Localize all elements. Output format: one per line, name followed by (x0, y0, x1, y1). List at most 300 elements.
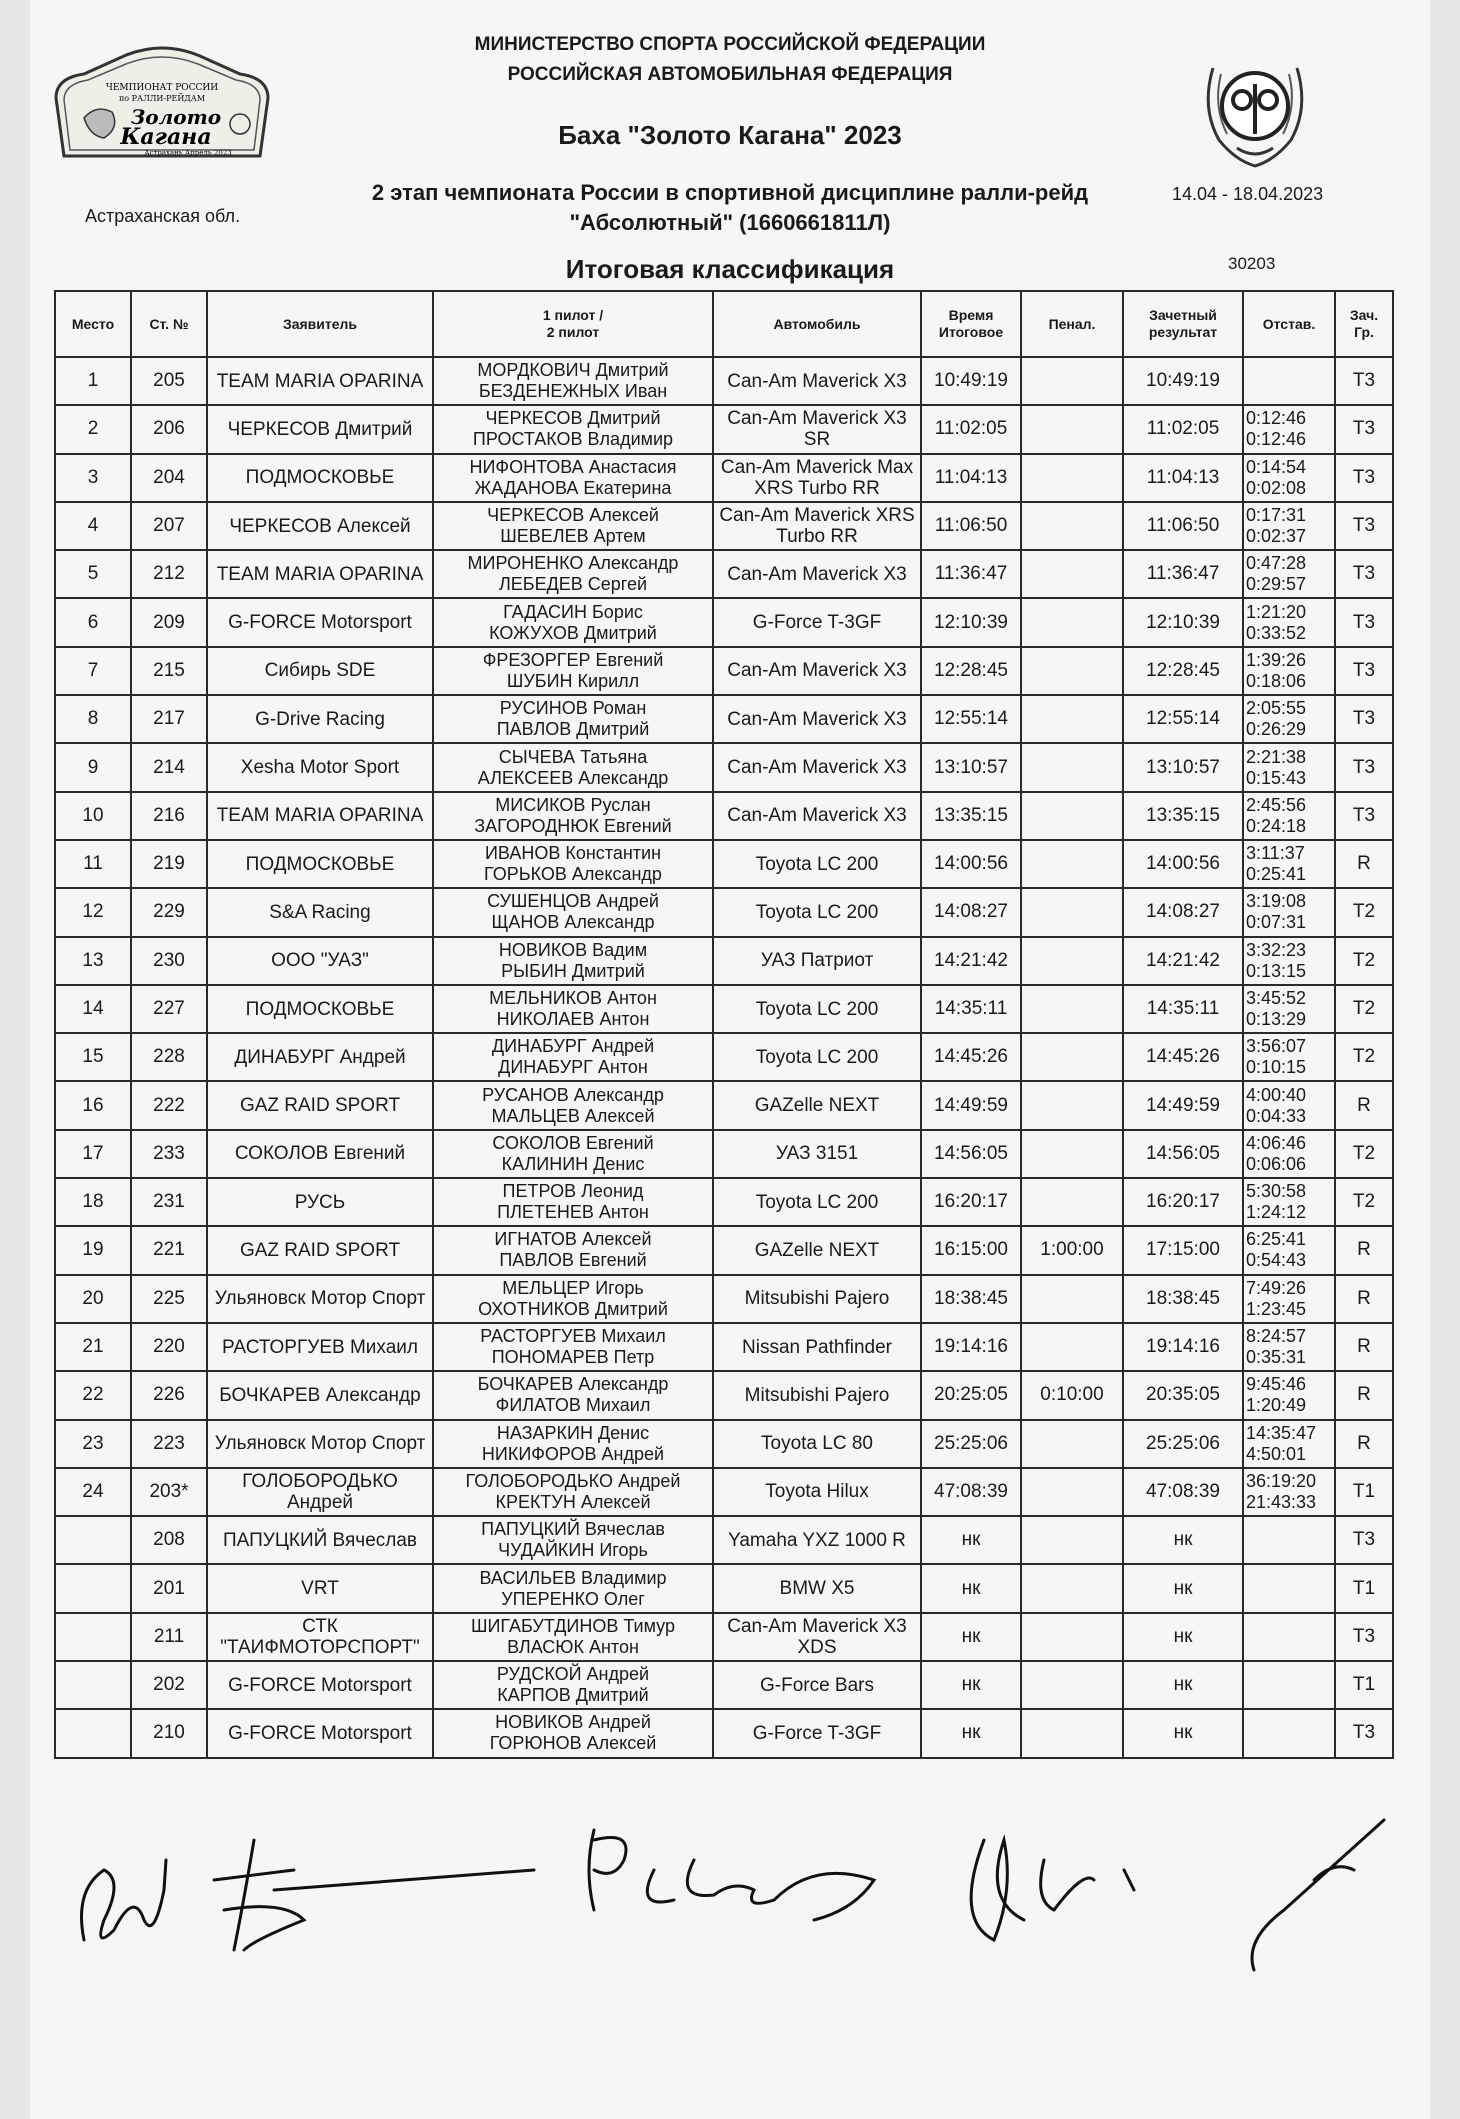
cell-time: нк (921, 1709, 1021, 1757)
cell-group: Т2 (1335, 937, 1393, 985)
cell-pilot-1: ГАДАСИН Борис (503, 601, 643, 622)
cell-place: 2 (55, 405, 131, 453)
cell-gap (1243, 840, 1335, 888)
cell-place: 15 (55, 1033, 131, 1081)
cell-penalty (1021, 1178, 1123, 1226)
cell-car: Can-Am Maverick X3 (713, 792, 921, 840)
cell-place: 5 (55, 550, 131, 598)
cell-start-number: 222 (131, 1081, 207, 1129)
cell-penalty (1021, 792, 1123, 840)
cell-gap-2: 0:29:57 (1246, 574, 1307, 595)
cell-start-number: 201 (131, 1564, 207, 1612)
cell-gap-2: 21:43:33 (1246, 1491, 1317, 1512)
cell-pilot-2: КОЖУХОВ Дмитрий (489, 622, 657, 643)
cell-entrant: TEAM MARIA OPARINA (207, 550, 433, 598)
cell-place: 20 (55, 1275, 131, 1323)
cell-start-number: 220 (131, 1323, 207, 1371)
cell-entrant: РАСТОРГУЕВ Михаил (207, 1323, 433, 1371)
cell-gap-1: 6:25:41 (1246, 1229, 1307, 1250)
cell-entrant: СТК "ТАИФМОТОРСПОРТ" (207, 1613, 433, 1661)
cell-pilot (433, 1275, 713, 1323)
cell-time: 11:04:13 (921, 454, 1021, 502)
col-entrant: Заявитель (207, 291, 433, 357)
table-row (55, 550, 1393, 598)
cell-place: 13 (55, 937, 131, 985)
cell-time: 19:14:16 (921, 1323, 1021, 1371)
cell-car: G-Force Bars (713, 1661, 921, 1709)
cell-penalty: 0:10:00 (1021, 1371, 1123, 1419)
cell-group: Т3 (1335, 743, 1393, 791)
cell-entrant: Сибирь SDE (207, 647, 433, 695)
cell-car: GAZelle NEXT (713, 1226, 921, 1274)
cell-entrant: Xesha Motor Sport (207, 743, 433, 791)
cell-gap (1243, 1178, 1335, 1226)
cell-time: 14:35:11 (921, 985, 1021, 1033)
cell-result: нк (1123, 1613, 1243, 1661)
cell-pilot (433, 695, 713, 743)
signature-4 (971, 1840, 1134, 1940)
col-time-line2: Итоговое (938, 324, 1004, 340)
col-car: Автомобиль (713, 291, 921, 357)
col-result-line2: результат (1148, 324, 1218, 340)
table-row (55, 985, 1393, 1033)
cell-time: 11:06:50 (921, 502, 1021, 550)
cell-gap (1243, 888, 1335, 936)
cell-penalty (1021, 840, 1123, 888)
cell-gap-1: 7:49:26 (1246, 1277, 1307, 1298)
cell-penalty (1021, 1468, 1123, 1516)
cell-gap-1: 36:19:20 (1246, 1470, 1317, 1491)
col-group-line1: Зач. (1349, 307, 1379, 323)
cell-start-number: 215 (131, 647, 207, 695)
cell-pilot-2: ПОНОМАРЕВ Петр (491, 1347, 655, 1368)
cell-gap (1243, 454, 1335, 502)
cell-time: 12:10:39 (921, 598, 1021, 646)
cell-gap (1243, 1323, 1335, 1371)
cell-penalty (1021, 1033, 1123, 1081)
cell-gap-2: 0:02:37 (1246, 526, 1307, 547)
logo-line1: ЧЕМПИОНАТ РОССИИ (105, 83, 219, 93)
cell-result: 19:14:16 (1123, 1323, 1243, 1371)
cell-group: Т3 (1335, 792, 1393, 840)
cell-group: Т3 (1335, 647, 1393, 695)
cell-start-number: 233 (131, 1130, 207, 1178)
col-pilots-line2: 2 пилот (546, 324, 600, 340)
cell-group: Т2 (1335, 1178, 1393, 1226)
cell-car: Toyota LC 200 (713, 840, 921, 888)
table-row (55, 695, 1393, 743)
table-row (55, 598, 1393, 646)
cell-gap-1: 0:47:28 (1246, 553, 1307, 574)
cell-penalty (1021, 598, 1123, 646)
col-gap: Отстав. (1243, 291, 1335, 357)
cell-entrant: TEAM MARIA OPARINA (207, 357, 433, 405)
cell-car: Toyota LC 200 (713, 1033, 921, 1081)
cell-entrant: СОКОЛОВ Евгений (207, 1130, 433, 1178)
cell-pilot-1: ПАПУЦКИЙ Вячеслав (481, 1519, 665, 1540)
cell-pilot-2: ОХОТНИКОВ Дмитрий (478, 1298, 668, 1319)
cell-result: 14:35:11 (1123, 985, 1243, 1033)
cell-pilot (433, 357, 713, 405)
cell-result: 14:49:59 (1123, 1081, 1243, 1129)
table-row (55, 1371, 1393, 1419)
cell-start-number: 230 (131, 937, 207, 985)
cell-pilot-1: МЕЛЬНИКОВ Антон (489, 988, 657, 1008)
cell-group: R (1335, 840, 1393, 888)
cell-gap-1: 5:30:58 (1246, 1181, 1307, 1202)
cell-gap (1243, 792, 1335, 840)
cell-group: Т1 (1335, 1468, 1393, 1516)
cell-pilot (433, 1613, 713, 1661)
cell-pilot-2: ГОРЬКОВ Александр (484, 864, 662, 885)
cell-place: 12 (55, 888, 131, 936)
table-row (55, 1468, 1393, 1516)
cell-gap (1243, 1081, 1335, 1129)
cell-time: 20:25:05 (921, 1371, 1021, 1419)
table-row (55, 1516, 1393, 1564)
cell-start-number: 203* (131, 1468, 207, 1516)
cell-result: 12:28:45 (1123, 647, 1243, 695)
table-row (55, 792, 1393, 840)
cell-pilot-1: БОЧКАРЕВ Александр (477, 1374, 669, 1395)
cell-entrant: GAZ RAID SPORT (207, 1081, 433, 1129)
cell-pilot-2: ЛЕБЕДЕВ Сергей (498, 574, 648, 595)
logo-name2: Кагана (120, 124, 212, 150)
cell-pilot (433, 1371, 713, 1419)
cell-penalty (1021, 1564, 1123, 1612)
cell-gap-1: 4:06:46 (1246, 1132, 1307, 1153)
cell-pilot-2: ВЛАСЮК Антон (507, 1636, 639, 1657)
cell-penalty (1021, 1516, 1123, 1564)
cell-pilot-2: МАЛЬЦЕВ Алексей (491, 1105, 655, 1126)
cell-penalty (1021, 1420, 1123, 1468)
cell-group: Т1 (1335, 1661, 1393, 1709)
cell-gap-2: 0:07:31 (1246, 912, 1307, 933)
cell-start-number: 204 (131, 454, 207, 502)
cell-time: 13:35:15 (921, 792, 1021, 840)
cell-gap (1243, 743, 1335, 791)
table-row (55, 1178, 1393, 1226)
cell-gap (1243, 1033, 1335, 1081)
cell-gap (1243, 1371, 1335, 1419)
cell-start-number: 219 (131, 840, 207, 888)
cell-entrant: ГОЛОБОРОДЬКО Андрей (207, 1468, 433, 1516)
cell-car: Can-Am Maverick X3 XDS (713, 1613, 921, 1661)
cell-group: Т2 (1335, 1130, 1393, 1178)
cell-pilot (433, 1516, 713, 1564)
cell-pilot-1: РАСТОРГУЕВ Михаил (480, 1326, 666, 1347)
table-row (55, 937, 1393, 985)
results-table (54, 290, 1394, 1759)
cell-gap-1: 3:19:08 (1246, 891, 1307, 912)
cell-start-number: 209 (131, 598, 207, 646)
cell-entrant: ПОДМОСКОВЬЕ (207, 985, 433, 1033)
cell-gap-2: 0:26:29 (1246, 719, 1307, 740)
cell-gap (1243, 405, 1335, 453)
cell-gap-1: 2:45:56 (1246, 794, 1307, 815)
cell-start-number: 231 (131, 1178, 207, 1226)
cell-gap-2: 0:02:08 (1246, 477, 1307, 498)
cell-penalty (1021, 1130, 1123, 1178)
col-time (921, 291, 1021, 357)
col-result-line1: Зачетный (1149, 307, 1217, 323)
cell-gap-2: 0:10:15 (1246, 1057, 1307, 1078)
cell-entrant: Ульяновск Мотор Спорт (207, 1420, 433, 1468)
cell-start-number: 208 (131, 1516, 207, 1564)
signatures (54, 1800, 1414, 1990)
cell-gap (1243, 1709, 1335, 1757)
cell-car: BMW X5 (713, 1564, 921, 1612)
cell-pilot-2: УПЕРЕНКО Олег (501, 1588, 645, 1609)
cell-car: Yamaha YXZ 1000 R (713, 1516, 921, 1564)
cell-car: Can-Am Maverick X3 (713, 550, 921, 598)
cell-result: 12:10:39 (1123, 598, 1243, 646)
cell-pilot (433, 598, 713, 646)
cell-group: R (1335, 1323, 1393, 1371)
cell-pilot-1: НОВИКОВ Вадим (498, 939, 648, 960)
logo-line2: по РАЛЛИ-РЕЙДАМ (118, 94, 206, 103)
cell-pilot-1: РУДСКОЙ Андрей (496, 1664, 650, 1685)
cell-group: R (1335, 1275, 1393, 1323)
cell-pilot (433, 1226, 713, 1274)
cell-car: G-Force T-3GF (713, 598, 921, 646)
cell-car: Can-Am Maverick Max XRS Turbo RR (713, 454, 921, 502)
cell-gap (1243, 1468, 1335, 1516)
cell-gap-2: 0:33:52 (1246, 622, 1307, 643)
cell-gap-1: 0:17:31 (1246, 505, 1307, 526)
cell-result: нк (1123, 1564, 1243, 1612)
final-classification-title: Итоговая классификация (565, 254, 895, 284)
cell-pilot-1: ГОЛОБОРОДЬКО Андрей (465, 1470, 681, 1491)
cell-result: 14:45:26 (1123, 1033, 1243, 1081)
cell-gap-1: 3:45:52 (1246, 988, 1307, 1008)
table-row (55, 454, 1393, 502)
cell-pilot-1: ПЕТРОВ Леонид (502, 1181, 644, 1202)
cell-pilot-1: МЕЛЬЦЕР Игорь (502, 1277, 644, 1298)
cell-pilot-2: ФИЛАТОВ Михаил (495, 1395, 651, 1416)
cell-penalty (1021, 1709, 1123, 1757)
cell-pilot (433, 1033, 713, 1081)
cell-place: 8 (55, 695, 131, 743)
cell-pilot-2: КРЕКТУН Алексей (495, 1491, 651, 1512)
cell-group: Т3 (1335, 550, 1393, 598)
cell-entrant: ПОДМОСКОВЬЕ (207, 454, 433, 502)
cell-car: Can-Am Maverick X3 (713, 357, 921, 405)
cell-pilot (433, 405, 713, 453)
cell-start-number: 221 (131, 1226, 207, 1274)
cell-pilot-2: КАЛИНИН Денис (501, 1153, 645, 1174)
cell-penalty (1021, 888, 1123, 936)
cell-start-number: 205 (131, 357, 207, 405)
cell-penalty (1021, 1661, 1123, 1709)
cell-pilot (433, 1468, 713, 1516)
cell-gap (1243, 502, 1335, 550)
cell-gap (1243, 357, 1335, 405)
cell-group: Т2 (1335, 1033, 1393, 1081)
cell-entrant: G-FORCE Motorsport (207, 1661, 433, 1709)
cell-pilot (433, 840, 713, 888)
cell-start-number: 228 (131, 1033, 207, 1081)
table-row (55, 502, 1393, 550)
cell-place: 11 (55, 840, 131, 888)
cell-entrant: РУСЬ (207, 1178, 433, 1226)
table-row (55, 1661, 1393, 1709)
cell-place: 16 (55, 1081, 131, 1129)
cell-pilot-1: МОРДКОВИЧ Дмитрий (477, 360, 669, 381)
cell-time: 47:08:39 (921, 1468, 1021, 1516)
cell-penalty (1021, 454, 1123, 502)
cell-pilot-1: ШИГАБУТДИНОВ Тимур (471, 1615, 675, 1636)
cell-gap (1243, 1226, 1335, 1274)
cell-penalty (1021, 502, 1123, 550)
cell-time: 10:49:19 (921, 357, 1021, 405)
cell-gap-1: 3:56:07 (1246, 1036, 1307, 1057)
cell-pilot (433, 1081, 713, 1129)
cell-gap (1243, 1516, 1335, 1564)
cell-result: 17:15:00 (1123, 1226, 1243, 1274)
cell-pilot (433, 647, 713, 695)
table-row (55, 357, 1393, 405)
table-row (55, 1564, 1393, 1612)
cell-start-number: 202 (131, 1661, 207, 1709)
cell-result: 13:10:57 (1123, 743, 1243, 791)
cell-time: нк (921, 1516, 1021, 1564)
cell-gap-2: 0:25:41 (1246, 864, 1307, 885)
cell-penalty (1021, 743, 1123, 791)
cell-start-number: 207 (131, 502, 207, 550)
region: Астраханская обл. (85, 206, 241, 226)
cell-pilot-2: ПАВЛОВ Дмитрий (496, 719, 650, 740)
col-group (1335, 291, 1393, 357)
table-row (55, 1081, 1393, 1129)
cell-time: 14:21:42 (921, 937, 1021, 985)
cell-entrant: GAZ RAID SPORT (207, 1226, 433, 1274)
cell-result: 13:35:15 (1123, 792, 1243, 840)
table-row (55, 647, 1393, 695)
cell-pilot-2: ГОРЮНОВ Алексей (489, 1733, 657, 1754)
signature-1 (82, 1860, 167, 1940)
cell-pilot-1: НАЗАРКИН Денис (496, 1422, 650, 1443)
cell-gap-2: 0:15:43 (1246, 767, 1307, 788)
table-row (55, 840, 1393, 888)
cell-pilot (433, 550, 713, 598)
cell-result: 14:21:42 (1123, 937, 1243, 985)
cell-result: 25:25:06 (1123, 1420, 1243, 1468)
cell-gap-1: 1:39:26 (1246, 649, 1307, 670)
cell-pilot-2: НИКИФОРОВ Андрей (481, 1443, 665, 1464)
cell-group: R (1335, 1226, 1393, 1274)
cell-pilot-1: ЧЕРКЕСОВ Алексей (487, 505, 659, 526)
cell-result: 12:55:14 (1123, 695, 1243, 743)
cell-gap-2: 4:50:01 (1246, 1443, 1307, 1464)
cell-car: Toyota LC 80 (713, 1420, 921, 1468)
cell-result: 18:38:45 (1123, 1275, 1243, 1323)
cell-pilot-2: ЖАДАНОВА Екатерина (474, 477, 672, 498)
cell-entrant: ПАПУЦКИЙ Вячеслав (207, 1516, 433, 1564)
cell-entrant: S&A Racing (207, 888, 433, 936)
cell-pilot (433, 792, 713, 840)
table-row (55, 1226, 1393, 1274)
stage-title-line1: 2 этап чемпионата России в спортивной дисциплине ралли-рейд (371, 180, 1089, 205)
cell-gap (1243, 695, 1335, 743)
cell-time: нк (921, 1661, 1021, 1709)
cell-gap (1243, 1275, 1335, 1323)
cell-pilot-2: ШУБИН Кирилл (506, 670, 640, 691)
cell-car: Mitsubishi Pajero (713, 1275, 921, 1323)
cell-gap (1243, 1613, 1335, 1661)
cell-gap-2: 1:24:12 (1246, 1202, 1307, 1223)
signature-5 (1252, 1820, 1384, 1970)
cell-pilot-1: ИГНАТОВ Алексей (494, 1229, 652, 1250)
table-row (55, 743, 1393, 791)
cell-group: Т2 (1335, 985, 1393, 1033)
cell-group: Т3 (1335, 357, 1393, 405)
stage-title-line2: "Абсолютный" (1660661811Л) (569, 210, 891, 235)
cell-gap (1243, 1661, 1335, 1709)
cell-group: Т3 (1335, 1613, 1393, 1661)
cell-pilot-2: КАРПОВ Дмитрий (497, 1685, 649, 1706)
cell-gap-2: 0:13:29 (1246, 1009, 1307, 1029)
cell-pilot (433, 743, 713, 791)
table-row (55, 405, 1393, 453)
col-pilots-line1: 1 пилот / (542, 307, 604, 323)
cell-pilot-2: ЗАГОРОДНЮК Евгений (474, 815, 672, 836)
cell-pilot (433, 937, 713, 985)
cell-penalty (1021, 550, 1123, 598)
cell-penalty (1021, 937, 1123, 985)
table-header-row (55, 291, 1393, 357)
cell-gap (1243, 985, 1335, 1033)
cell-pilot-1: СУШЕНЦОВ Андрей (487, 891, 659, 912)
cell-time: 18:38:45 (921, 1275, 1021, 1323)
cell-result: нк (1123, 1661, 1243, 1709)
cell-place (55, 1709, 131, 1757)
cell-pilot-1: НИФОНТОВА Анастасия (469, 456, 677, 477)
cell-start-number: 227 (131, 985, 207, 1033)
cell-time: 11:02:05 (921, 405, 1021, 453)
cell-start-number: 214 (131, 743, 207, 791)
cell-gap-1: 4:00:40 (1246, 1084, 1307, 1105)
cell-pilot-1: ДИНАБУРГ Андрей (491, 1036, 655, 1057)
cell-pilot-1: ФРЕЗОРГЕР Евгений (482, 649, 664, 670)
cell-pilot (433, 1564, 713, 1612)
cell-time: 25:25:06 (921, 1420, 1021, 1468)
cell-start-number: 210 (131, 1709, 207, 1757)
cell-gap-1: 0:14:54 (1246, 456, 1307, 477)
table-row (55, 1275, 1393, 1323)
cell-penalty (1021, 1275, 1123, 1323)
cell-pilot-2: ДИНАБУРГ Антон (498, 1057, 648, 1078)
cell-car: Can-Am Maverick X3 (713, 695, 921, 743)
cell-gap-2: 0:12:46 (1246, 429, 1307, 450)
cell-penalty (1021, 1613, 1123, 1661)
cell-car: Nissan Pathfinder (713, 1323, 921, 1371)
cell-group: Т3 (1335, 598, 1393, 646)
cell-entrant: БОЧКАРЕВ Александр (207, 1371, 433, 1419)
cell-pilot-2: АЛЕКСЕЕВ Александр (477, 767, 669, 788)
cell-car: Can-Am Maverick XRS Turbo RR (713, 502, 921, 550)
logo-name1: Золото (130, 105, 222, 129)
cell-car: GAZelle NEXT (713, 1081, 921, 1129)
cell-pilot (433, 1178, 713, 1226)
cell-result: нк (1123, 1709, 1243, 1757)
cell-gap-2: 0:06:06 (1246, 1153, 1307, 1174)
cell-pilot (433, 1420, 713, 1468)
cell-place: 21 (55, 1323, 131, 1371)
cell-place: 7 (55, 647, 131, 695)
cell-pilot-1: РУСАНОВ Александр (482, 1084, 664, 1105)
document-number: 30203 (1228, 254, 1276, 273)
